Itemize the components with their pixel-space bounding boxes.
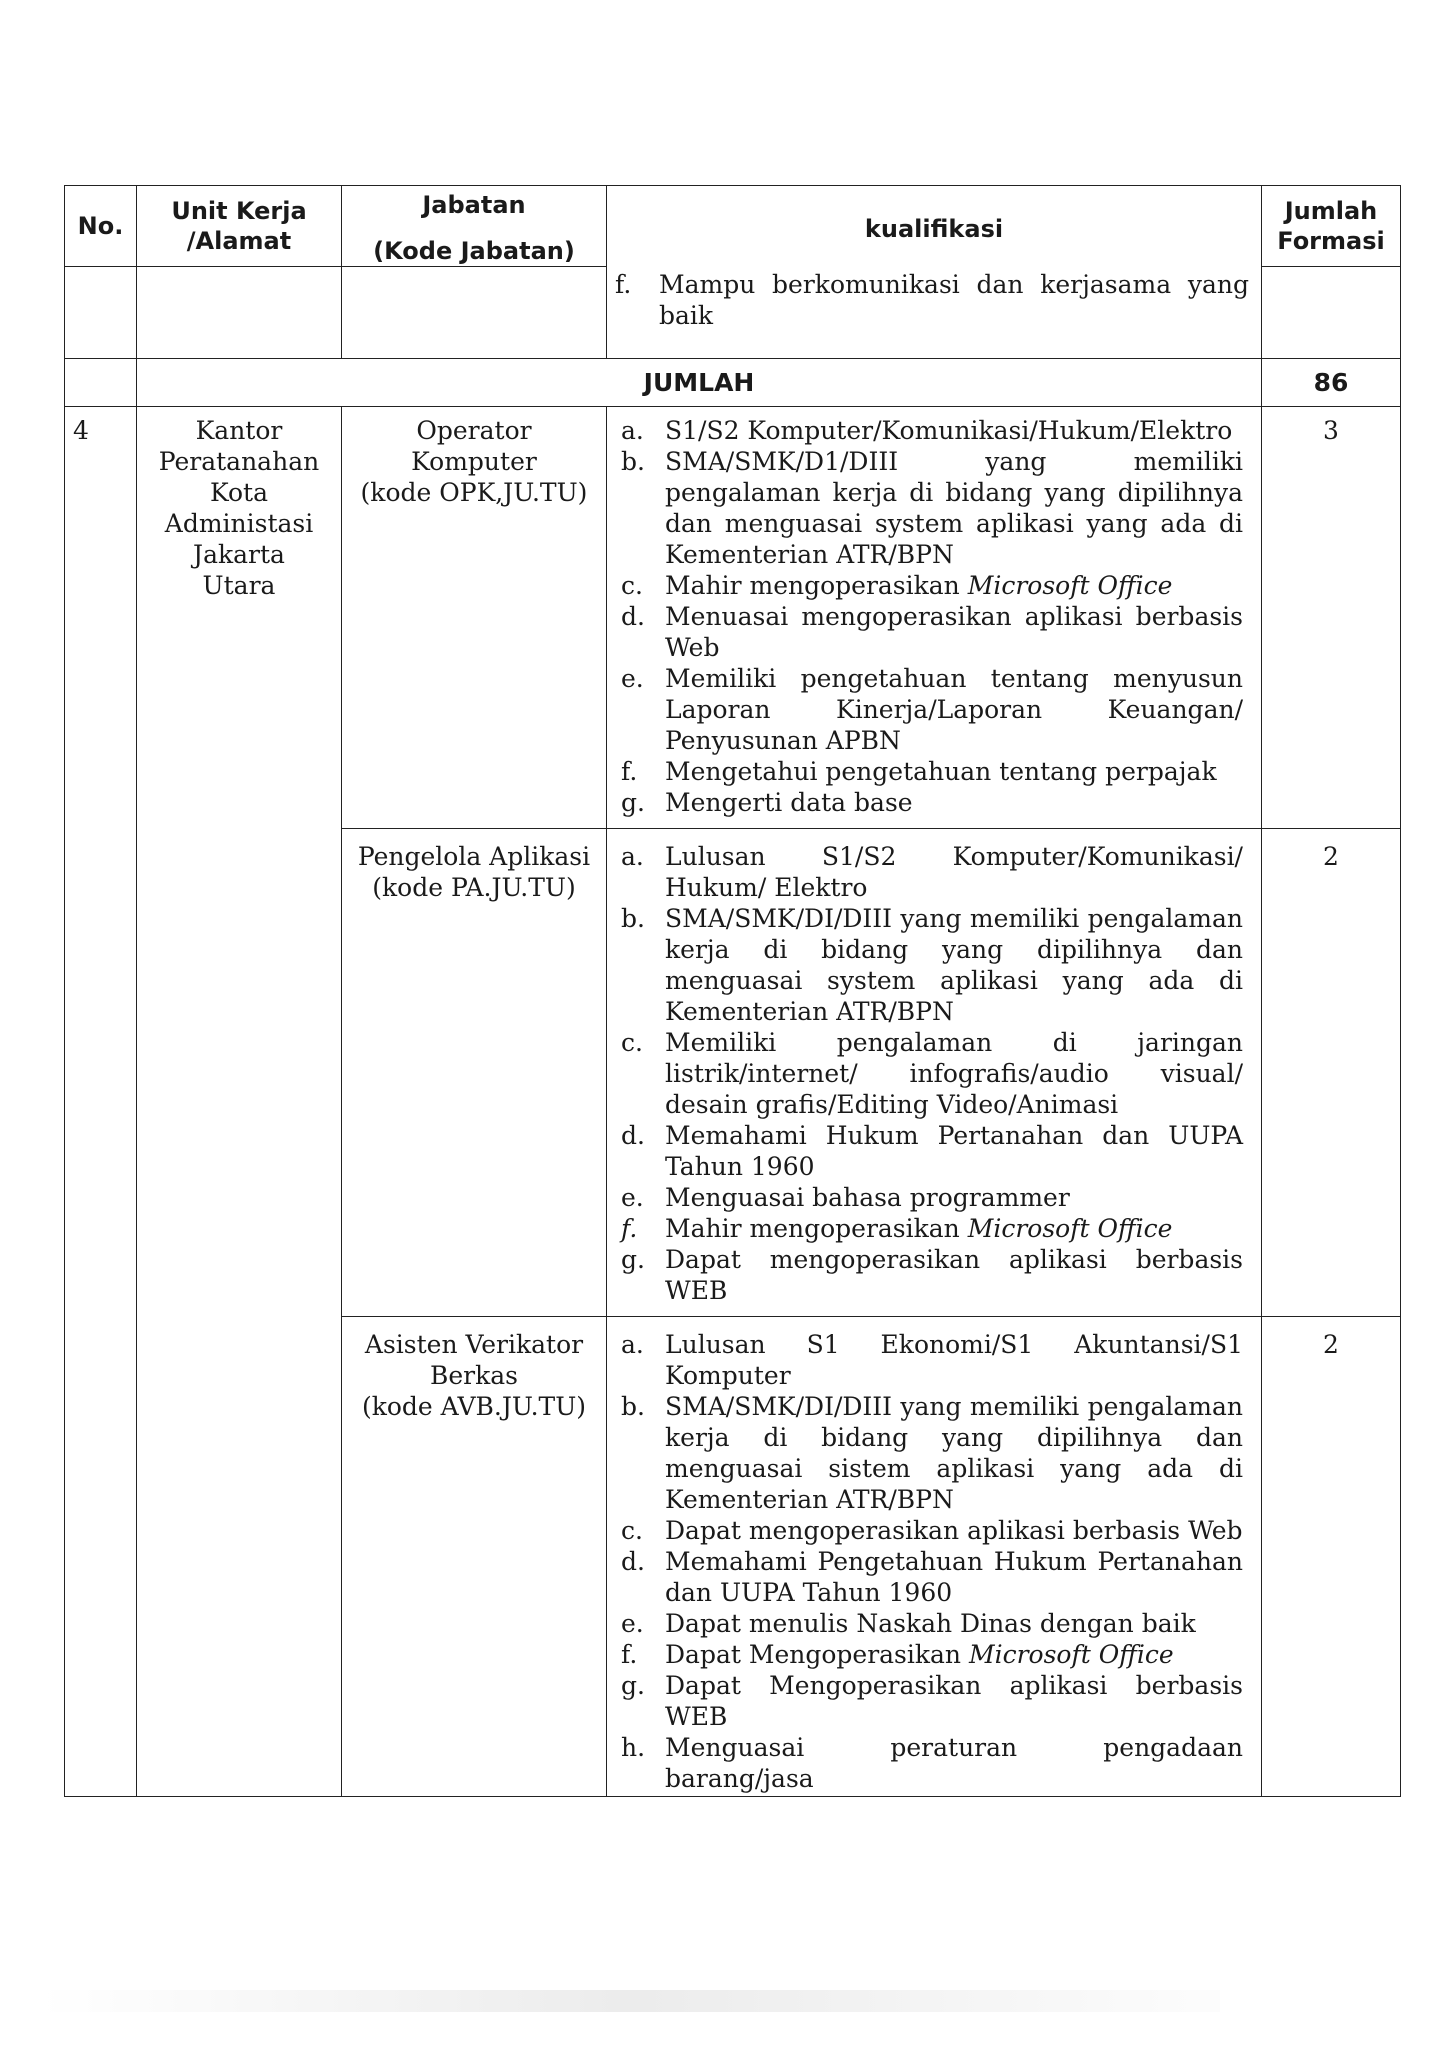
scan-shadow	[40, 1990, 1220, 2012]
item-text: SMA/SMK/D1/DIII yang memiliki pengalaman kerja di bidang yang dipilihnya dan menguasai system aplikasi yang ada di Kementerian ATR/BPN	[665, 447, 1243, 569]
formasi-table	[64, 185, 1401, 1797]
qualification-item	[621, 756, 1243, 787]
position-count: 3	[1262, 407, 1401, 829]
item-letter: g.	[621, 1671, 645, 1700]
qualification-item	[621, 570, 1243, 601]
item-text: Menguasai bahasa programmer	[665, 1183, 1070, 1212]
qualification-item	[615, 269, 1249, 331]
qualification-item	[621, 1244, 1243, 1306]
header-kualifikasi: kualifikasi	[607, 186, 1262, 267]
position-count: 2	[1262, 1317, 1401, 1797]
qualification-item	[621, 415, 1243, 446]
item-letter: c.	[621, 1028, 643, 1057]
qualification-item	[621, 663, 1243, 756]
item-letter: e.	[621, 1609, 644, 1638]
qualification-item	[621, 1391, 1243, 1515]
header-unit-kerja-line2: /Alamat	[186, 227, 292, 255]
item-letter: a.	[621, 842, 644, 871]
position-row	[65, 407, 1401, 829]
item-italic-text: Microsoft Office	[967, 571, 1173, 600]
item-text: Memahami Pengetahuan Hukum Pertanahan dan UUPA Tahun 1960	[665, 1547, 1243, 1607]
qualification-item	[621, 1608, 1243, 1639]
qualification-item	[621, 1213, 1243, 1244]
item-text: Menguasai peraturan pengadaan barang/jasa	[665, 1733, 1243, 1793]
position-jabatan: Operator Komputer (kode OPK,JU.TU)	[342, 407, 607, 829]
item-text: Dapat menulis Naskah Dinas dengan baik	[665, 1609, 1196, 1638]
item-text: Dapat mengoperasikan aplikasi berbasis Web	[665, 1516, 1243, 1545]
item-letter: c.	[621, 571, 643, 600]
item-text: SMA/SMK/DI/DIII yang memiliki pengalaman kerja di bidang yang dipilihnya dan menguasai system aplikasi yang ada di Kementerian ATR/BPN	[665, 904, 1243, 1026]
header-jumlah-line1: Jumlah	[1284, 197, 1378, 225]
item-letter: f.	[621, 1214, 638, 1243]
item-letter: g.	[621, 1245, 645, 1274]
qualification-item	[621, 446, 1243, 570]
qualification-item	[621, 1027, 1243, 1120]
position-qualifications	[607, 829, 1262, 1317]
qualification-list	[613, 1329, 1255, 1794]
header-jumlah-formasi	[1262, 186, 1401, 267]
item-text: Mahir mengoperasikan Microsoft Office	[665, 1214, 1173, 1243]
item-text: Memiliki pengalaman di jaringan listrik/internet/ infografis/audio visual/ desain grafis/Editing Video/Animasi	[665, 1028, 1243, 1119]
carryover-qualifications	[607, 267, 1262, 359]
carryover-list	[607, 269, 1261, 331]
header-jabatan-line1: Jabatan	[422, 191, 526, 219]
item-letter: d.	[621, 602, 645, 631]
qualification-item	[621, 601, 1243, 663]
qualification-item	[621, 1639, 1243, 1670]
item-text: SMA/SMK/DI/DIII yang memiliki pengalaman kerja di bidang yang dipilihnya dan menguasai sistem aplikasi yang ada di Kementerian ATR/BPN	[665, 1392, 1243, 1514]
item-letter: b.	[621, 447, 645, 476]
header-unit-kerja-line1: Unit Kerja	[171, 197, 307, 225]
header-unit-kerja	[137, 186, 342, 267]
item-letter: a.	[621, 1330, 644, 1359]
item-text: Mahir mengoperasikan Microsoft Office	[665, 571, 1173, 600]
item-text: Mampu berkomunikasi dan kerjasama yang baik	[659, 269, 1249, 330]
header-jumlah-line2: Formasi	[1277, 227, 1385, 255]
item-letter: d.	[621, 1121, 645, 1150]
qualification-item	[621, 787, 1243, 818]
item-letter: e.	[621, 1183, 644, 1212]
header-no: No.	[65, 186, 137, 267]
item-text: Menuasai mengoperasikan aplikasi berbasis Web	[665, 602, 1243, 662]
item-letter: h.	[621, 1733, 646, 1762]
qualification-item	[621, 841, 1243, 903]
qualification-item	[621, 1515, 1243, 1546]
position-qualifications	[607, 407, 1262, 829]
item-letter: f.	[615, 269, 632, 299]
qualification-list	[613, 841, 1255, 1306]
position-jabatan: Pengelola Aplikasi (kode PA.JU.TU)	[342, 829, 607, 1317]
item-text: Dapat Mengoperasikan aplikasi berbasis WEB	[665, 1671, 1243, 1731]
item-letter: a.	[621, 416, 644, 445]
section-number: 4	[65, 407, 137, 1797]
header-row	[65, 186, 1401, 267]
item-letter: b.	[621, 1392, 645, 1421]
position-qualifications	[607, 1317, 1262, 1797]
qualification-list	[613, 415, 1255, 818]
item-letter: b.	[621, 904, 645, 933]
item-text: Dapat mengoperasikan aplikasi berbasis WEB	[665, 1245, 1243, 1305]
item-letter: c.	[621, 1516, 643, 1545]
position-jabatan: Asisten Verikator Berkas (kode AVB.JU.TU)	[342, 1317, 607, 1797]
item-text: Memiliki pengetahuan tentang menyusun Laporan Kinerja/Laporan Keuangan/ Penyusunan APBN	[665, 664, 1243, 755]
qualification-item	[621, 1329, 1243, 1391]
qualification-item	[621, 903, 1243, 1027]
header-jabatan	[342, 186, 607, 267]
item-text: Memahami Hukum Pertanahan dan UUPA Tahun 1960	[665, 1121, 1243, 1181]
total-value: 86	[1262, 359, 1401, 407]
total-label: JUMLAH	[137, 359, 1262, 407]
item-letter: e.	[621, 664, 644, 693]
item-italic-text: Microsoft Office	[967, 1214, 1173, 1243]
qualification-item	[621, 1120, 1243, 1182]
item-text: Dapat Mengoperasikan Microsoft Office	[665, 1640, 1174, 1669]
item-text: Lulusan S1 Ekonomi/S1 Akuntansi/S1 Komputer	[665, 1330, 1243, 1390]
item-text: S1/S2 Komputer/Komunikasi/Hukum/Elektro	[665, 416, 1233, 445]
item-letter: f.	[621, 1640, 638, 1669]
item-letter: d.	[621, 1547, 645, 1576]
item-text: Lulusan S1/S2 Komputer/Komunikasi/ Hukum/ Elektro	[665, 842, 1243, 902]
total-row	[65, 359, 1401, 407]
item-italic-text: Microsoft Office	[968, 1640, 1174, 1669]
item-letter: g.	[621, 788, 645, 817]
header-jabatan-line2: (Kode Jabatan)	[373, 237, 575, 265]
qualification-item	[621, 1732, 1243, 1794]
item-text: Mengerti data base	[665, 788, 913, 817]
item-letter: f.	[621, 757, 638, 786]
position-count: 2	[1262, 829, 1401, 1317]
section-unit: Kantor Peratanahan Kota Administasi Jakarta Utara	[137, 407, 342, 1797]
qualification-item	[621, 1670, 1243, 1732]
item-text: Mengetahui pengetahuan tentang perpajak	[665, 757, 1217, 786]
qualification-item	[621, 1546, 1243, 1608]
qualification-item	[621, 1182, 1243, 1213]
carryover-row	[65, 267, 1401, 359]
